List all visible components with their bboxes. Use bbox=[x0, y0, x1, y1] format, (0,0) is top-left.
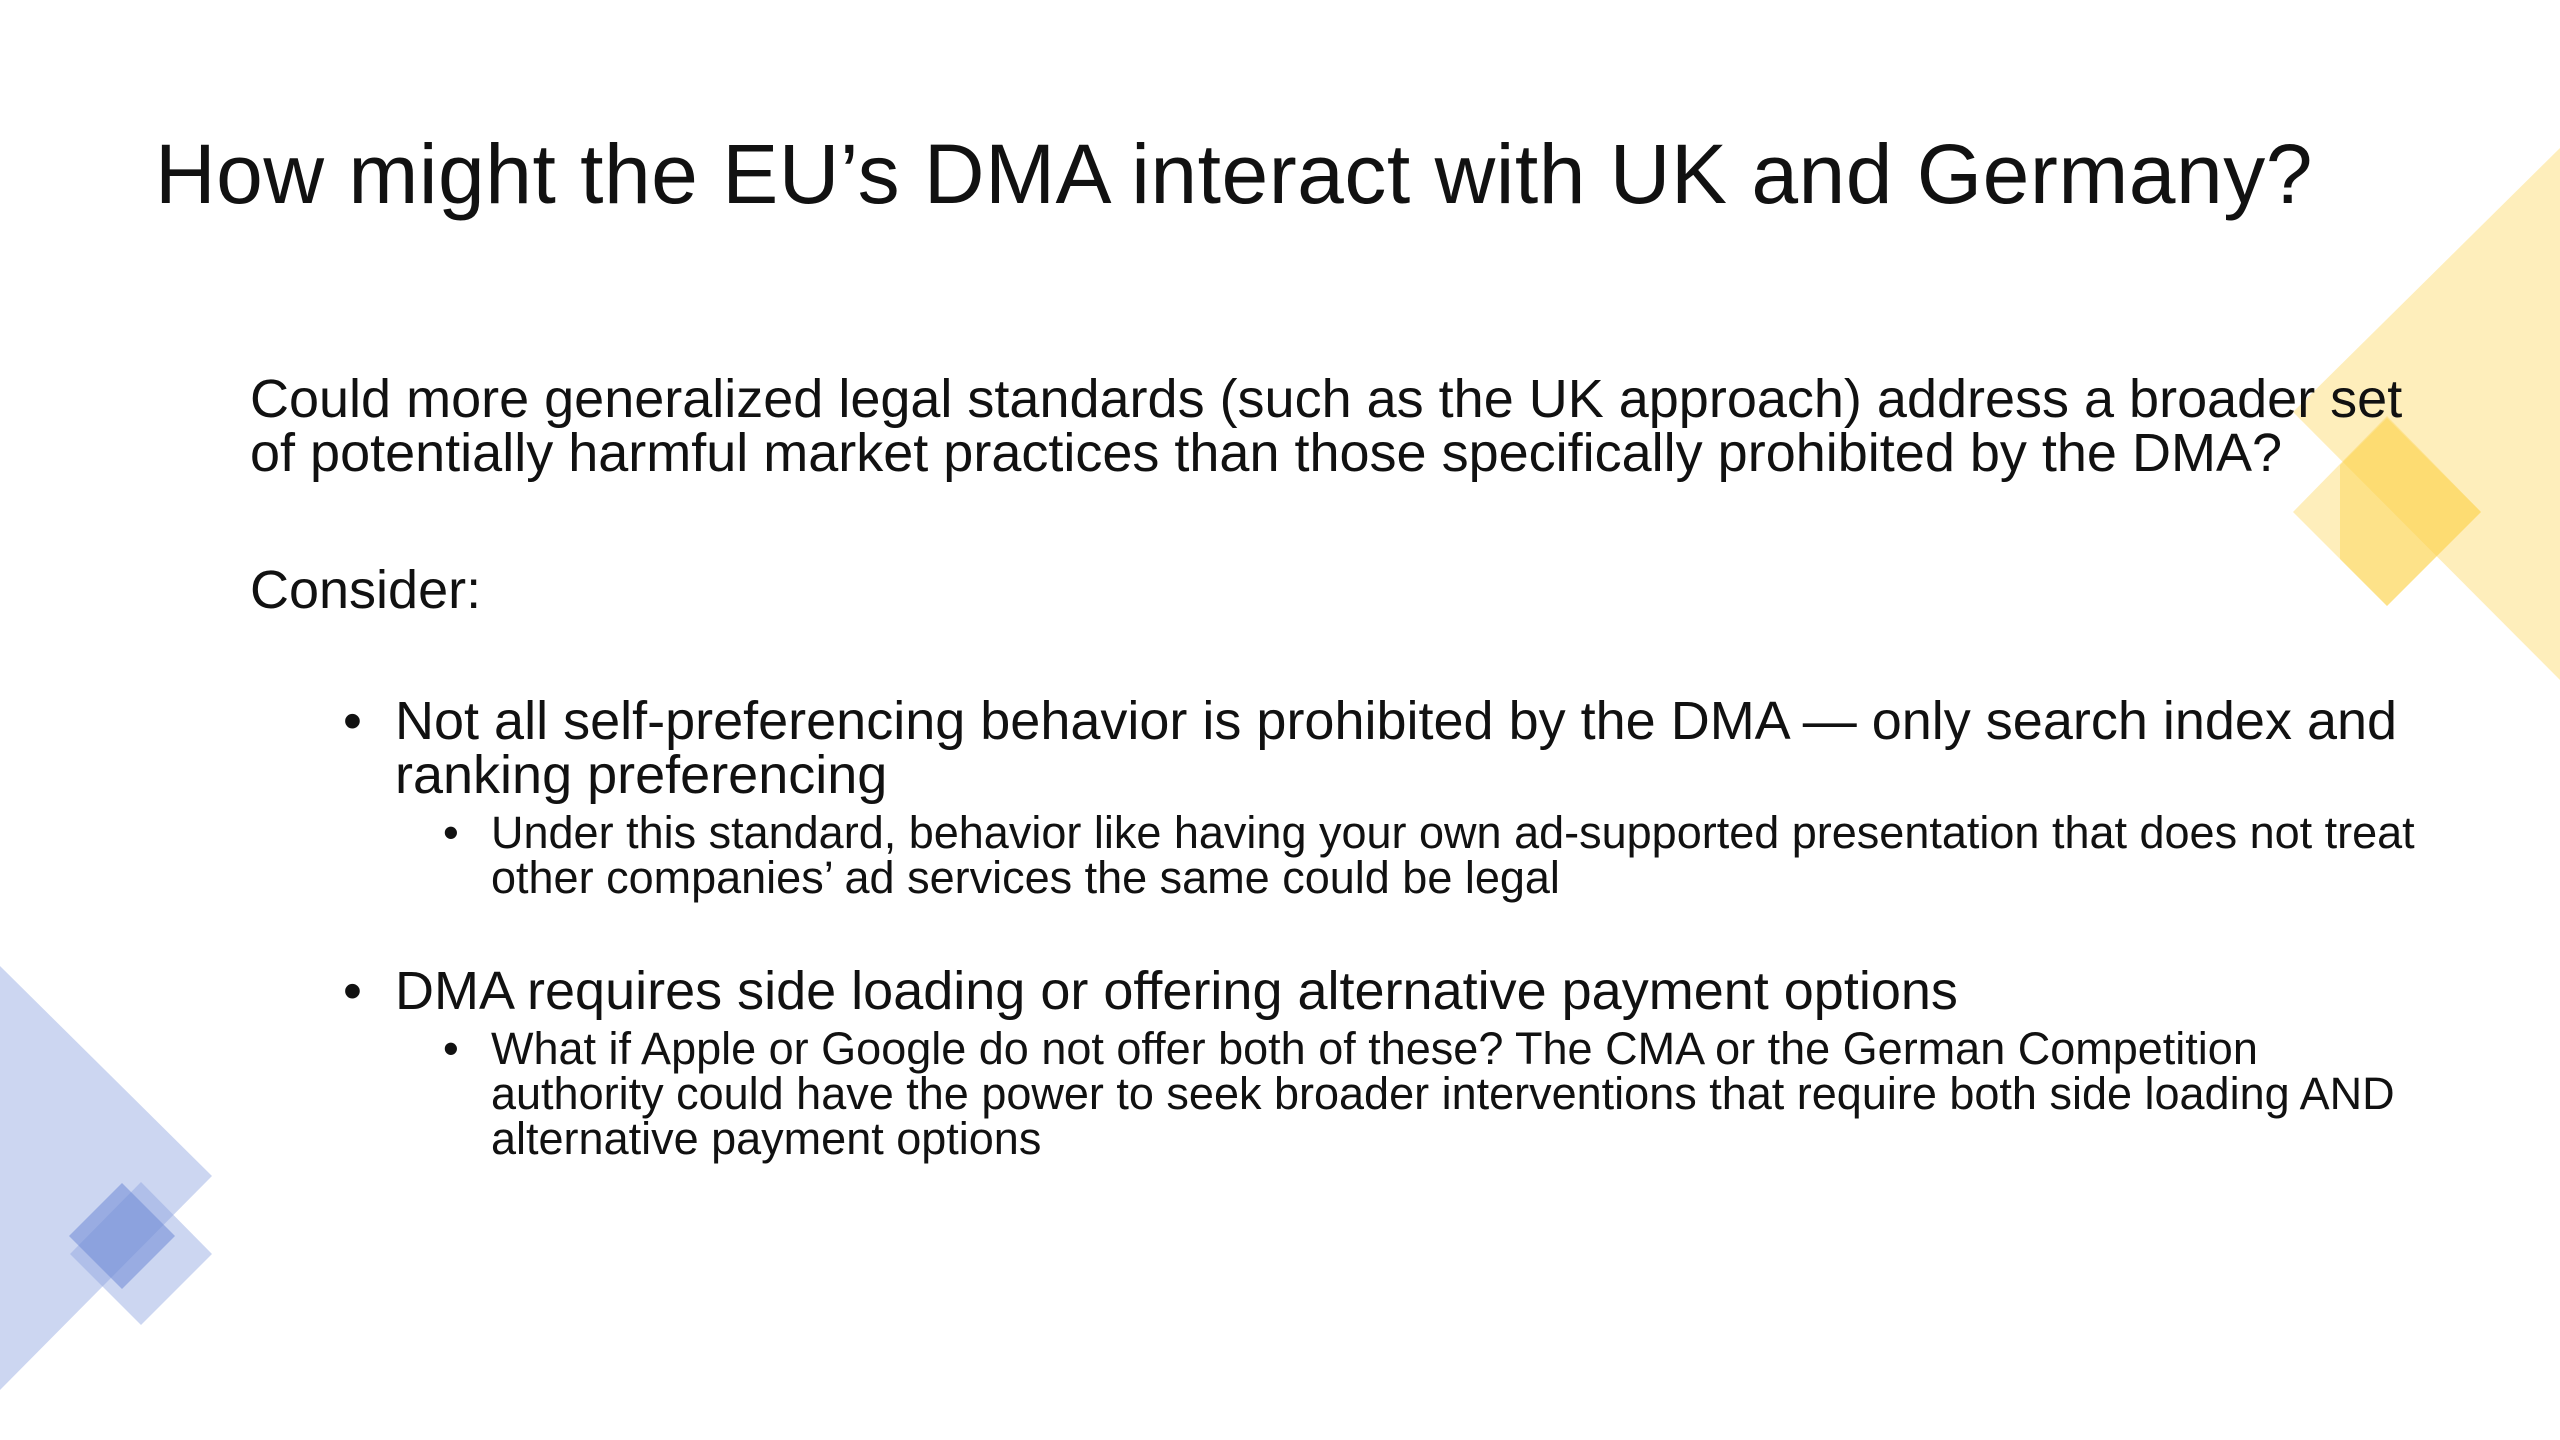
bullet-icon: • bbox=[443, 1023, 459, 1074]
consider-label: Consider: bbox=[250, 560, 482, 620]
bullet-icon: • bbox=[343, 691, 362, 751]
list-item bbox=[343, 961, 2430, 1164]
sub-bullet-list bbox=[395, 807, 2430, 903]
bullet-icon: • bbox=[443, 807, 459, 858]
bullet-list bbox=[250, 691, 2430, 1164]
sub-list-item bbox=[443, 1023, 2430, 1164]
sub-bullet-text: What if Apple or Google do not offer both of these? The CMA or the German Competition authority could have the power to seek broader interventions that require both side loading AND alternative payment options bbox=[491, 1023, 2395, 1164]
bullet-text: DMA requires side loading or offering alternative payment options bbox=[395, 961, 1958, 1021]
deco-blue-large-diamond bbox=[0, 966, 212, 1390]
sub-bullet-list bbox=[395, 1023, 2430, 1164]
bullet-icon: • bbox=[343, 961, 362, 1021]
slide-title: How might the EU’s DMA interact with UK and Germany? bbox=[155, 127, 2313, 221]
bullet-text: Not all self-preferencing behavior is prohibited by the DMA — only search index and ranking preferencing bbox=[395, 691, 2398, 805]
sub-list-item bbox=[443, 807, 2430, 903]
list-item bbox=[343, 691, 2430, 903]
sub-bullet-text: Under this standard, behavior like having your own ad-supported presentation that does not treat other companies’ ad services the same could be legal bbox=[491, 807, 2415, 903]
question-paragraph: Could more generalized legal standards (such as the UK approach) address a broader set of potentially harmful market practices than those specifically prohibited by the DMA? bbox=[250, 369, 2403, 483]
slide-body bbox=[250, 369, 2430, 1164]
